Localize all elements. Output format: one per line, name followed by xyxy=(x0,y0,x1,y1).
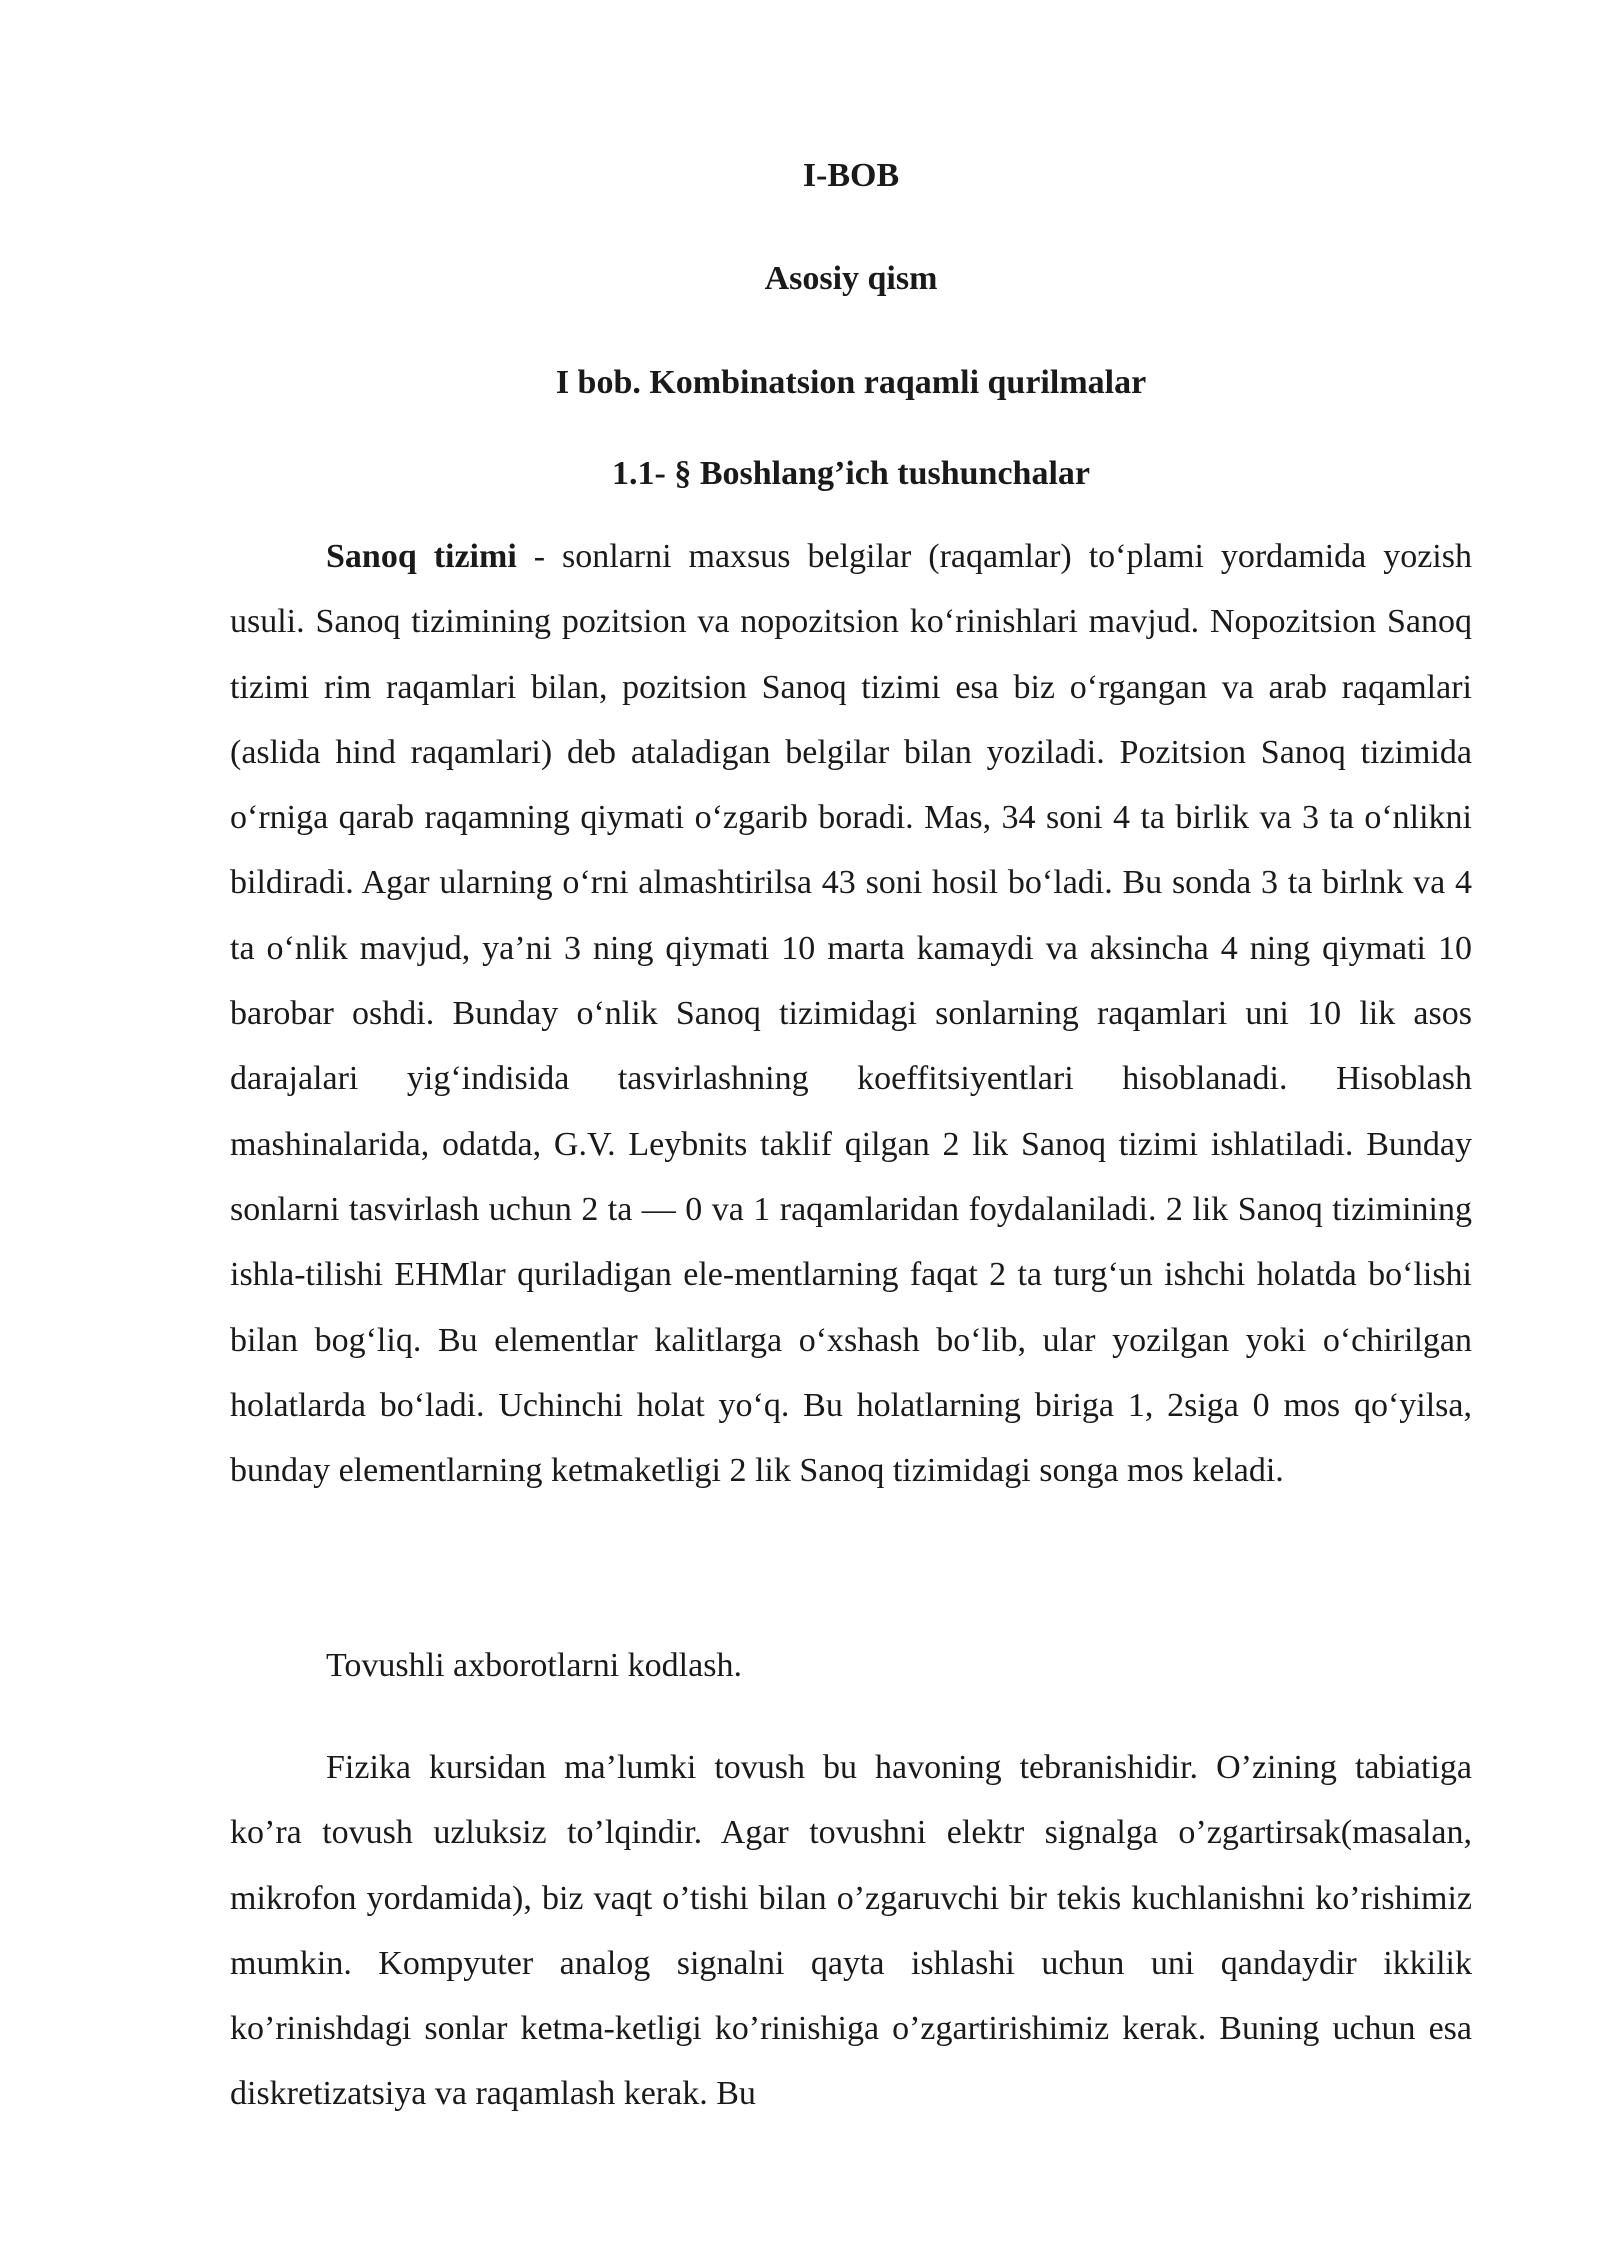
chapter-label: I-BOB xyxy=(802,157,900,194)
section-title: 1.1- § Boshlang’ich tushunchalar xyxy=(612,455,1090,492)
paragraph-sound-heading: Tovushli axborotlarni kodlash. xyxy=(326,1647,742,1684)
defined-term: Sanoq tizimi xyxy=(326,538,517,575)
paragraph-number-systems xyxy=(230,524,1472,1503)
chapter-title: I bob. Kombinatsion raqamli qurilmalar xyxy=(555,364,1147,401)
paragraph-body: - sonlarni maxsus belgilar (raqamlar) to‘plami yordamida yozish usuli. Sanoq tizimining pozitsion va nopozitsion ko‘rinishlari mavjud. Nopozitsion Sanoq tizimi rim raqamlari bilan, pozitsion Sanoq tizimi esa biz o‘rgangan va arab raqamlari (aslida hind raqamlari) deb ataladigan belgilar bilan yoziladi. Pozitsion Sanoq tizimida o‘rniga qarab raqamning qiymati o‘zgarib boradi. Mas, 34 soni 4 ta birlik va 3 ta o‘nlikni bildiradi. Agar ularning o‘rni almashtirilsa 43 soni hosil bo‘ladi. Bu sonda 3 ta birlnk va 4 ta o‘nlik mavjud, ya’ni 3 ning qiymati 10 marta kamaydi va aksincha 4 ning qiymati 10 barobar oshdi. Bunday o‘nlik Sanoq tizimidagi sonlarning raqamlari uni 10 lik asos darajalari yig‘indisida tasvirlashning koeffitsiyentlari hisoblanadi. Hisoblash mashinalarida, odatda, G.V. Leybnits taklif qilgan 2 lik Sanoq tizimi ishlatiladi. Bunday sonlarni tasvirlash uchun 2 ta — 0 va 1 raqamlaridan foydalaniladi. 2 lik Sanoq tizimining ishla-tilishi EHMlar quriladigan ele-mentlarning faqat 2 ta turg‘un ishchi holatda bo‘lishi bilan bog‘liq. Bu elementlar kalitlarga o‘xshash bo‘lib, ular yozilgan yoki o‘chirilgan holatlarda bo‘ladi. Uchinchi holat yo‘q. Bu holatlarning biriga 1, 2siga 0 mos qo‘yilsa, bunday elementlarning ketmaketligi 2 lik Sanoq tizimidagi songa mos keladi. xyxy=(230,538,1472,1490)
part-title: Asosiy qism xyxy=(764,260,938,297)
paragraph-sound-coding: Fizika kursidan ma’lumki tovush bu havoning tebranishidir. O’zining tabiatiga ko’ra tovush uzluksiz to’lqindir. Agar tovushni elektr signalga o’zgartirsak(masalan, mikrofon yordamida), biz vaqt o’tishi bilan o’zgaruvchi bir tekis kuchlanishni ko’rishimiz mumkin. Kompyuter analog signalni qayta ishlashi uchun uni qandaydir ikkilik ko’rinishdagi sonlar ketma-ketligi ko’rinishiga o’zgartirishimiz kerak. Buning uchun esa diskretizatsiya va raqamlash kerak. Bu xyxy=(230,1749,1472,2113)
